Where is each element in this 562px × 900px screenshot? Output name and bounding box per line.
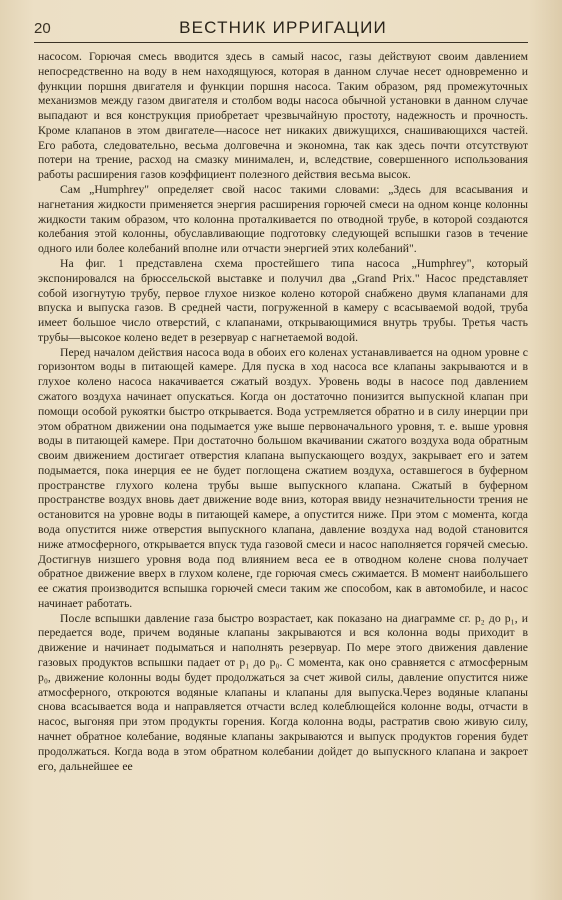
paragraph: Сам „Humphrey" определяет свой насос такими словами: „Здесь для всасывания и нагнетания жидкости применяется энергия расширения горючей смеси на одном конце колонны жидкости таким образом, что колонна проталкивается по отводной трубе, в которой создаются колебания этой колонны, обуславливающие подготовку следующей вспышки газов в течение одного или более колебаний вполне или отчасти энергией этих колебаний". bbox=[38, 183, 528, 256]
paragraph: насосом. Горючая смесь вводится здесь в самый насос, газы действуют своим давлением непосредственно на воду в нем находящуюся, которая в данном случае несет одновременно и функции поршня двигателя и функции поршня насоса. Таким образом, ряд промежуточных механизмов между газом двигателя и столбом воды насоса обычной установки в данном случае выпадают и вся конструкция приобретает чрезвычайную простоту, надежность и прочность. Кроме клапанов в этом двигателе—насосе нет никаких движущихся, снашивающихся частей. Его работа, следовательно, весьма долговечна и экономна, так как здесь почти отсутствуют потери на трение, расход на смазку минимален, и, вследствие, совершенного использования работы расширения газов коэффициент полезного действия весьма высок. bbox=[38, 50, 528, 182]
page-number: 20 bbox=[34, 20, 51, 37]
paragraph: На фиг. 1 представлена схема простейшего типа насоса „Humphrey", который экспонировался на брюссельской выставке и получил два „Grand Prix." Насос представляет собой изогнутую трубу, первое глухое низкое колено которой снабжено двумя клапанами для впуска и выпуска газов. В средней части, погруженной в камеру с всасываемой водой, труба имеет большое число отверстий, с клапанами, открывающимися внутрь трубы. Третья часть трубы—высокое колено ведет в резервуар с нагнетаемой водой. bbox=[38, 256, 528, 344]
body-text bbox=[38, 50, 528, 774]
paragraph: Перед началом действия насоса вода в обоих его коленах устанавливается на одном уровне с горизонтом воды в питающей камере. Для пуска в ход насоса все клапаны закрываются и в глухое колено насоса накачивается сжатый воздух. Уровень воды в насосе под давлением сжатого воздуха начинает опускаться. Когда он достаточно понизится выпускной клапан при помощи особой рукоятки быстро открывается. Вода устремляется обратно и в силу инерции при этом обратном движении она подымается уже выше первоначального уровня, т. е. выше уровня воды в питающей камере. При достаточно большом вкачивании сжатого воздуха вода обратным своим движением достигает отверстия клапана выпускающего воздух, закрывает его и затем подымается, пока инерция ее не будет поглощена сжатием воздуха, оставшегося в буферном пространстве глухого колена трубы выше выпускного клапана. Сжатый в буферном пространстве воздух вновь дает движение воде вниз, которая ввиду незначительности трения не остановится на уровне воды в питающей камере, а опустится ниже. При этом с момента, когда вода опустится ниже отверстия выпускного клапана, давление воздуха над водой становится ниже атмосферного, открывается впуск туда газовой смеси и насос наполняется горячей смесью. Достигнув низшего уровня вода под влиянием веса ее в отводном колене снова получает обратное движение вверх в глухом колене, где горючая смесь сжимается. В момент наибольшего ее сжатия производится вспышка горючей смеси таким же способом, как в автомобиле, и насос начинает работать. bbox=[38, 345, 528, 610]
paragraph: После вспышки давление газа быстро возрастает, как показано на диаграмме сг. p₂ до p₁, и передается воде, причем водяные клапаны закрываются и вся колонна воды приходит в движение и начинает подыматься и наполнять резервуар. По мере этого движения давление газовых продуктов вспышки падает от p₁ до p₀. С момента, как оно сравняется с атмосферным p₀, движение колонны воды будет продолжаться за счет живой силы, давление опустится ниже атмосферного, откроются водяные клапаны и клапаны для выпуска.Через водяные клапаны снова всасывается вода и направляется отчасти вслед колеблющейся колонне воды, отчасти в насос, выгоняя при этом продукты горения. Когда колонна воды, растратив свою живую силу, начнет обратное колебание, водяные клапаны закрываются и выпуск продуктов горения будет продолжаться. Когда вода в этом обратном колебании дойдет до выпускного клапана и закроет его, дальнейшее ее bbox=[38, 611, 528, 773]
header-rule bbox=[34, 42, 528, 43]
page-header bbox=[34, 16, 528, 44]
journal-title: ВЕСТНИК ИРРИГАЦИИ bbox=[179, 18, 387, 37]
